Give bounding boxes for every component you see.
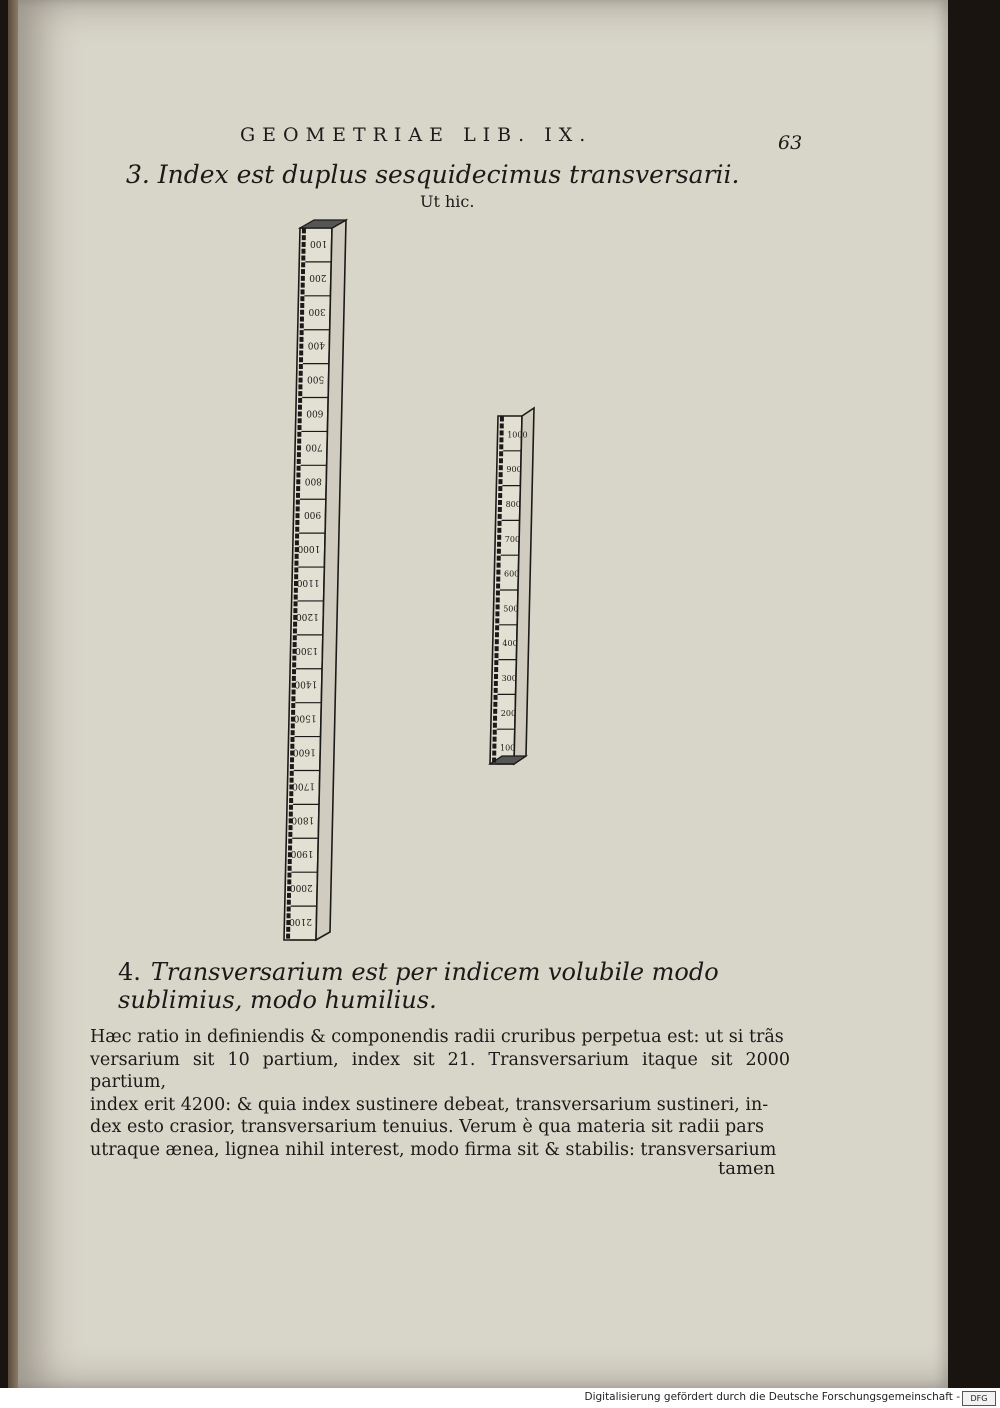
- index-rod-scale-dot: [301, 276, 305, 281]
- index-rod-scale-dot: [291, 703, 295, 708]
- index-rod-scale-dot: [297, 466, 301, 471]
- index-rod-scale-dot: [298, 411, 302, 416]
- transversarium-rod-scale-dot: [496, 604, 500, 609]
- index-rod-scale-dot: [297, 452, 301, 457]
- transversarium-rod-scale-dot: [493, 730, 497, 735]
- index-rod-scale-dot: [294, 601, 298, 606]
- index-rod-label: 1900: [290, 848, 314, 859]
- proposition-3: 3. Index est duplus sesquidecimus transversarii.: [126, 160, 740, 189]
- index-rod-scale-dot: [301, 283, 305, 288]
- transversarium-rod-scale-dot: [497, 542, 501, 547]
- transversarium-rod-scale-dot: [494, 695, 498, 700]
- index-rod-scale-dot: [294, 567, 298, 572]
- index-rod-scale-dot: [288, 859, 292, 864]
- transversarium-rod-scale-dot: [494, 667, 498, 672]
- index-rod-scale-dot: [297, 439, 301, 444]
- index-rod-scale-dot: [300, 323, 304, 328]
- page-number: 63: [778, 132, 803, 154]
- index-rod-label: 1300: [295, 644, 319, 655]
- index-rod-scale-dot: [288, 866, 292, 871]
- transversarium-rod-label: 500: [503, 604, 519, 614]
- index-rod-label: 700: [305, 441, 323, 452]
- transversarium-rod-scale-dot: [495, 618, 499, 623]
- index-rod-scale-dot: [299, 357, 303, 362]
- transversarium-rod-label: 400: [502, 639, 518, 649]
- proposition-4-text: Transversarium est per indicem volubile modo sublimius, modo humilius.: [118, 958, 719, 1014]
- index-rod-label: 2100: [289, 916, 312, 927]
- transversarium-rod-scale-dot: [495, 611, 499, 616]
- index-rod-scale-dot: [287, 873, 291, 878]
- index-rod-scale-dot: [302, 235, 306, 240]
- transversarium-rod-scale-dot: [499, 451, 503, 456]
- index-rod-scale-dot: [298, 425, 302, 430]
- transversarium-rod-scale-dot: [498, 507, 502, 512]
- index-rod-scale-dot: [298, 418, 302, 423]
- transversarium-rod-scale-dot: [498, 521, 502, 526]
- index-rod-scale-dot: [301, 289, 305, 294]
- transversarium-rod-label: 200: [500, 708, 517, 718]
- footer-bar: [0, 1388, 1000, 1408]
- index-rod-label: 100: [310, 237, 328, 248]
- index-rod-scale-dot: [297, 445, 301, 450]
- index-rod-scale-dot: [301, 269, 305, 274]
- index-rod-scale-dot: [296, 473, 300, 478]
- index-rod-scale-dot: [286, 934, 290, 939]
- index-rod-scale-dot: [296, 479, 300, 484]
- index-rod-scale-dot: [295, 534, 299, 539]
- index-rod-label: 600: [306, 407, 324, 418]
- transversarium-rod-scale-dot: [493, 709, 497, 714]
- transversarium-rod-scale-dot: [496, 584, 500, 589]
- index-rod-scale-dot: [301, 249, 305, 254]
- transversarium-rod-scale-dot: [497, 556, 501, 561]
- index-rod-scale-dot: [298, 391, 302, 396]
- transversarium-rod-scale-dot: [494, 688, 498, 693]
- transversarium-rod-scale-dot: [497, 549, 501, 554]
- transversarium-rod-scale-dot: [496, 590, 500, 595]
- index-rod-scale-dot: [298, 405, 302, 410]
- transversarium-rod-scale-dot: [493, 716, 497, 721]
- transversarium-rod-label: 100: [500, 743, 516, 753]
- proposition-4-number: 4.: [118, 958, 141, 986]
- index-rod-scale-dot: [301, 262, 305, 267]
- transversarium-rod-scale-dot: [500, 423, 504, 428]
- index-rod-label: 500: [307, 373, 325, 384]
- transversarium-rod-scale-dot: [495, 625, 499, 630]
- index-rod-label: 1700: [292, 780, 316, 791]
- index-rod-scale-dot: [288, 832, 292, 837]
- transversarium-rod-scale-dot: [500, 416, 504, 421]
- index-rod-scale-dot: [301, 256, 305, 261]
- transversarium-rod-scale-dot: [496, 597, 500, 602]
- transversarium-rod-scale-dot: [494, 653, 498, 658]
- index-rod-label: 400: [307, 339, 325, 350]
- index-rod-label: 1500: [293, 712, 317, 723]
- index-rod-scale-dot: [290, 771, 294, 776]
- transversarium-rod-scale-dot: [499, 444, 503, 449]
- transversarium-rod-scale-dot: [497, 528, 501, 533]
- index-rod-label: 200: [309, 271, 327, 282]
- index-rod-scale-dot: [299, 344, 303, 349]
- index-rod: [284, 220, 346, 940]
- transversarium-rod-label: 700: [504, 534, 521, 544]
- transversarium-rod-scale-dot: [493, 702, 497, 707]
- transversarium-rod-label: 600: [504, 569, 520, 579]
- footer-credit: Digitalisierung gefördert durch die Deutsche Forschungsgemeinschaft -: [584, 1391, 960, 1403]
- index-rod-scale-dot: [295, 554, 299, 559]
- index-rod-scale-dot: [289, 825, 293, 830]
- body-line-4: dex esto crasior, transversarium tenuius. Verum è qua materia sit radii pars: [90, 1117, 764, 1137]
- transversarium-rod-scale-dot: [499, 458, 503, 463]
- index-rod-scale-dot: [294, 561, 298, 566]
- proposition-4: [118, 958, 798, 1014]
- index-rod-scale-dot: [288, 839, 292, 844]
- index-rod-scale-dot: [290, 757, 294, 762]
- transversarium-rod-scale-dot: [499, 437, 503, 442]
- index-rod-label: 1000: [297, 543, 321, 554]
- index-rod-scale-dot: [302, 242, 306, 247]
- index-rod-label: 900: [303, 509, 322, 520]
- index-rod-scale-dot: [296, 486, 300, 491]
- index-rod-scale-dot: [294, 588, 298, 593]
- index-rod-scale-dot: [295, 527, 299, 532]
- transversarium-rod-label: 800: [505, 500, 521, 509]
- index-rod-scale-dot: [291, 723, 295, 728]
- index-rod-scale-dot: [296, 500, 300, 505]
- index-rod-scale-dot: [292, 662, 296, 667]
- body-line-3: index erit 4200: & quia index sustinere debeat, transversarium sustineri, in-: [90, 1094, 769, 1115]
- index-rod-scale-dot: [287, 906, 291, 911]
- running-header: GEOMETRIAE LIB. IX.: [240, 124, 593, 146]
- transversarium-rod-scale-dot: [500, 430, 504, 435]
- index-rod-scale-dot: [296, 506, 300, 511]
- catchword: tamen: [718, 1158, 776, 1179]
- index-rod-label: 1800: [291, 814, 315, 825]
- index-rod-scale-dot: [290, 737, 294, 742]
- transversarium-rod-label: 1000: [507, 430, 528, 440]
- index-rod-label: 1400: [294, 678, 318, 689]
- index-rod-scale-dot: [300, 296, 304, 301]
- index-rod-label: 1600: [292, 746, 316, 757]
- index-rod-scale-dot: [300, 317, 304, 322]
- index-rod-scale-dot: [297, 459, 301, 464]
- transversarium-rod-scale-dot: [498, 486, 502, 491]
- index-rod-scale-dot: [290, 764, 294, 769]
- index-rod-scale-dot: [302, 228, 306, 233]
- index-rod-label: 2000: [289, 882, 313, 893]
- transversarium-rod-scale-dot: [497, 535, 501, 540]
- transversarium-rod-scale-dot: [495, 639, 499, 644]
- transversarium-rod-label: 300: [501, 674, 517, 683]
- transversarium-rod-scale-dot: [494, 660, 498, 665]
- index-rod-scale-dot: [297, 432, 301, 437]
- index-rod-scale-dot: [291, 696, 295, 701]
- index-rod-label: 300: [308, 305, 326, 316]
- index-rod-scale-dot: [298, 398, 302, 403]
- transversarium-rod-scale-dot: [498, 500, 502, 505]
- transversarium-rod-scale-dot: [492, 758, 496, 763]
- transversarium-rod-scale-dot: [498, 514, 502, 519]
- body-paragraph: [90, 1026, 790, 1161]
- index-rod-scale-dot: [298, 384, 302, 389]
- index-rod-scale-dot: [299, 371, 303, 376]
- transversarium-rod-scale-dot: [493, 723, 497, 728]
- index-rod-scale-dot: [299, 350, 303, 355]
- body-line-2: versarium sit 10 partium, index sit 21. Transversarium itaque sit 2000 partium,: [90, 1049, 790, 1092]
- index-rod-scale-dot: [299, 378, 303, 383]
- transversarium-rod-scale-dot: [498, 479, 502, 484]
- index-rod-scale-dot: [299, 337, 303, 342]
- body-line-5: utraque ænea, lignea nihil interest, modo firma sit & stabilis: transversarium: [90, 1139, 777, 1160]
- transversarium-rod-label: 900: [506, 465, 522, 475]
- dfg-logo: DFG: [962, 1391, 996, 1406]
- transversarium-rod-scale-dot: [494, 681, 498, 686]
- index-rod-scale-dot: [300, 310, 304, 315]
- index-rod-scale-dot: [296, 513, 300, 518]
- index-rod-scale-dot: [287, 893, 291, 898]
- index-rod-scale-dot: [294, 595, 298, 600]
- transversarium-rod-scale-dot: [495, 632, 499, 637]
- index-rod-label: 1200: [295, 610, 319, 621]
- index-rod-scale-dot: [289, 791, 293, 796]
- index-rod-scale-dot: [287, 900, 291, 905]
- index-rod-scale-dot: [292, 656, 296, 661]
- index-rod-scale-dot: [289, 805, 293, 810]
- body-line-1: Hæc ratio in definiendis & componendis radii cruribus perpetua est: ut si trãs: [90, 1027, 784, 1047]
- transversarium-rod-scale-dot: [499, 465, 503, 470]
- transversarium-rod-scale-dot: [493, 737, 497, 742]
- index-rod-scale-dot: [300, 303, 304, 308]
- ut-hic-caption: Ut hic.: [420, 192, 475, 211]
- index-rod-scale-dot: [293, 628, 297, 633]
- transversarium-rod-scale-dot: [499, 472, 503, 477]
- index-rod-scale-dot: [296, 493, 300, 498]
- index-rod-scale-dot: [295, 520, 299, 525]
- transversarium-rod-scale-dot: [492, 751, 496, 756]
- index-rod-scale-dot: [291, 730, 295, 735]
- transversarium-rod-scale-dot: [498, 493, 502, 498]
- index-rod-scale-dot: [300, 330, 304, 335]
- transversarium-rod-scale-dot: [492, 744, 496, 749]
- transversarium-rod-scale-dot: [494, 674, 498, 679]
- index-rod-scale-dot: [293, 622, 297, 627]
- index-rod-label: 1100: [296, 577, 320, 587]
- transversarium-rod: [490, 408, 534, 764]
- transversarium-rod-scale-dot: [496, 570, 500, 575]
- index-rod-scale-dot: [299, 364, 303, 369]
- index-rod-scale-dot: [289, 798, 293, 803]
- index-rod-scale-dot: [293, 635, 297, 640]
- transversarium-rod-scale-dot: [497, 563, 501, 568]
- transversarium-rod-scale-dot: [495, 646, 499, 651]
- index-rod-label: 800: [304, 475, 322, 486]
- index-rod-scale-dot: [292, 669, 296, 674]
- index-rod-scale-dot: [292, 689, 296, 694]
- index-rod-scale-dot: [286, 927, 290, 932]
- transversarium-rod-scale-dot: [496, 577, 500, 582]
